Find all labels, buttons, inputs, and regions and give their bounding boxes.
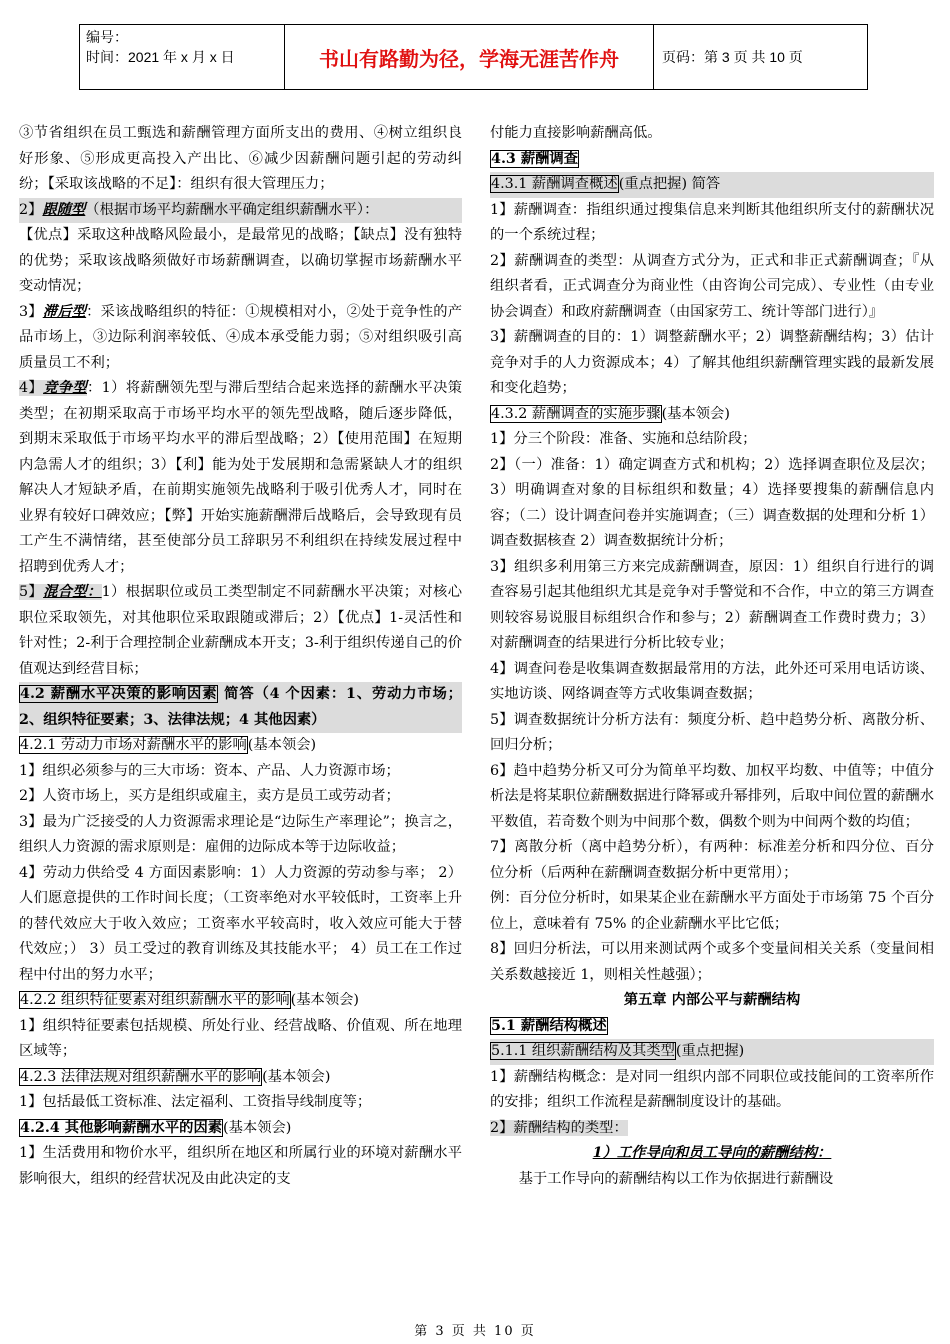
term: 混合型： <box>43 584 102 600</box>
left-column <box>19 121 462 1192</box>
term: 滞后型 <box>42 303 87 320</box>
paragraph: 1】组织必须参与的三大市场：资本、产品、人力资源市场； <box>19 762 400 779</box>
subsection-heading <box>19 988 462 1014</box>
header-motto: 书山有路勤为径，学海无涯苦作舟 <box>285 25 654 89</box>
subsection-title: 4.2.2 组织特征要素对组织薪酬水平的影响 <box>20 992 290 1008</box>
paragraph: 【优点】采取这种战略风险最小，是最常见的战略；【缺点】没有独特的优势；采取该战略须做好市场薪酬调查，以确切掌握市场薪酬水平变动情况； <box>19 227 462 294</box>
subsection-heading <box>490 172 934 198</box>
paragraph: 1】生活费用和物价水平，组织所在地区和所属行业的环境对薪酬水平影响很大，组织的经营状况及由此决定的支 <box>19 1145 462 1187</box>
paragraph: 基于工作导向的薪酬结构以工作为依据进行薪酬设 <box>518 1170 834 1187</box>
subsection-tag: (基本领会) <box>247 737 317 753</box>
text: ：采该战略组织的特征：①规模相对小，②处于竞争性的产品市场上，③边际利润率较低、④成本承受能力弱；⑤对组织吸引高质量员工不利； <box>19 303 462 371</box>
section-heading <box>19 682 462 733</box>
chapter-heading: 第五章 内部公平与薪酬结构 <box>623 992 801 1008</box>
item-number: 3】 <box>19 303 43 320</box>
paragraph: 4】劳动力供给受 4 方面因素影响：1）人力资源的劳动参与率； 2）人们愿意提供的工作时间长度；（工资率绝对水平较低时，工资率上升的替代效应大于收入效应；工资率水平较高时，收入效应可能大于替代效应；） 3）员工受过的教育训练及其技能水平； 4）员工在工作过程中付出的努力水平； <box>19 864 462 983</box>
paragraph: 1】组织特征要素包括规模、所处行业、经营战略、价值观、所在地理区域等； <box>19 1017 462 1059</box>
subsection-heading <box>19 733 462 759</box>
paragraph: 2】人资市场上，买方是组织或雇主，卖方是员工或劳动者； <box>19 788 400 804</box>
document-date: 时间：2021 年 x 月 x 日 <box>86 49 235 65</box>
item-number: 5】 <box>19 584 44 600</box>
section-heading <box>490 147 934 173</box>
text: ：1）将薪酬领先型与滞后型结合起来选择的薪酬水平决策类型；在初期采取高于市场平均水平的领先型战略，随后逐步降低，到期末采取低于市场平均水平的滞后型战略；2）【使用范围】在短期内急需人才的组织；3）【利】能为处于发展期和急需紧缺人才的组织解决人才短缺矛盾，在前期实施领先战略利于吸引优秀人才，同时在业界有较好口碑效应；【弊】开始实施薪酬滞后战略后，会导致现有员工产生不满情绪，甚至使部分员工辞职另不利组织在持续发展过程中招聘到优秀人才； <box>19 380 463 575</box>
paragraph <box>19 198 462 224</box>
paragraph: 4】调查问卷是收集调查数据最常用的方法，此外还可采用电话访谈、实地访谈、网络调查等方式收集调查数据； <box>490 660 934 702</box>
paragraph: 付能力直接影响薪酬高低。 <box>490 125 662 141</box>
subsection-heading <box>490 402 934 428</box>
paragraph: 例：百分位分析时，如果某企业在薪酬水平方面处于市场第 75 个百分位上，意味着有 75% 的企业薪酬水平比它低； <box>490 890 934 932</box>
paragraph: 1】包括最低工资标准、法定福利、工资指导线制度等； <box>19 1094 372 1110</box>
paragraph <box>490 1116 934 1142</box>
paragraph: 1】薪酬调查：指组织通过搜集信息来判断其他组织所支付的薪酬状况的一个系统过程； <box>490 201 934 243</box>
subsection-tag: (重点把握) 简答 <box>618 176 721 192</box>
header-page-number: 页码：第 3 页 共 10 页 <box>662 49 803 65</box>
paragraph: 3】薪酬调查的目的：1）调整薪酬水平；2）调整薪酬结构；3）估计竞争对手的人力资源成本；4）了解其他组织薪酬管理实践的最新发展和变化趋势； <box>490 329 934 396</box>
subsection-heading <box>19 1116 462 1142</box>
paragraph: ③节省组织在员工甄选和薪酬管理方面所支出的费用、④树立组织良好形象、⑤形成更高投入产出比、⑥减少因薪酬问题引起的劳动纠纷；【采取该战略的不足】：组织有很大管理压力； <box>19 125 462 192</box>
section-title: 5.1 薪酬结构概述 <box>491 1017 607 1034</box>
subsection-tag: (基本领会) <box>290 992 360 1008</box>
subsection-tag: (基本领会) <box>262 1068 331 1085</box>
subsection-title: 4.2.3 法律法规对组织薪酬水平的影响 <box>20 1068 262 1085</box>
section-title: 4.3 薪酬调查 <box>491 150 579 167</box>
page-header <box>79 24 868 90</box>
section-note: 简答（4 个因素：1、劳动力市场；2、组织特征要素；3、法律法规；4 其他因素） <box>19 686 462 728</box>
section-heading <box>490 1014 934 1040</box>
paragraph: 6】趋中趋势分析又可分为简单平均数、加权平均数、中值等；中值分析法是将某职位薪酬数据进行降幂或升幂排列，后取中间位置的薪酬水平数值，若奇数个则为中间那个数，偶数个则为中间两个数的均值； <box>490 762 934 830</box>
right-column <box>490 121 934 1192</box>
text: 2】薪酬结构的类型： <box>490 1119 628 1136</box>
subsection-title: 4.3.2 薪酬调查的实施步骤 <box>491 405 661 422</box>
text: 1）根据职位或员工类型制定不同薪酬水平决策；对核心职位采取领先，对其他职位采取跟随或滞后；2）【优点】1-灵活性和针对性；2-利于合理控制企业薪酬成本开支；3-利于组织传递自己的价值观达到经营目标； <box>19 584 462 677</box>
paragraph <box>19 580 462 682</box>
subsection-title: 4.3.1 薪酬调查概述 <box>491 176 618 192</box>
paragraph: 2】薪酬调查的类型：从调查方式分为，正式和非正式薪酬调查；『从组织者看，正式调查分为商业性（由咨询公司完成）、专业性（由专业协会调查）和政府薪酬调查（由国家劳工、统计等部门进行）』 <box>490 252 934 320</box>
page-footer: 第 3 页 共 10 页 <box>414 1324 536 1339</box>
subsection-title: 4.2.4 其他影响薪酬水平的因素 <box>20 1119 223 1136</box>
term: 竞争型 <box>43 380 87 396</box>
subsection-title: 5.1.1 组织薪酬结构及其类型 <box>491 1043 675 1059</box>
item-number: 2】 <box>19 201 43 218</box>
paragraph: 1】分三个阶段：准备、实施和总结阶段； <box>490 431 757 447</box>
subsection-heading <box>19 1065 462 1091</box>
paragraph <box>19 300 462 377</box>
document-number: 编号： <box>86 29 128 45</box>
paragraph: 3】组织多利用第三方来完成薪酬调查，原因：1）组织自行进行的调查容易引起其他组织尤其是竞争对手警觉和不合作，中立的第三方调查则较容易说服目标组织合作和参与；2）薪酬调查工作费时费力；3）对薪酬调查的结果进行分析比较专业； <box>490 558 934 651</box>
paragraph: 8】回归分析法，可以用来测试两个或多个变量间相关关系（变量间相关系数越接近 1，则相关性越强）； <box>490 941 934 983</box>
paragraph: 5】调查数据统计分析方法有：频度分析、趋中趋势分析、离散分析、回归分析； <box>490 711 934 753</box>
subsection-tag: (基本领会) <box>223 1119 292 1136</box>
header-meta <box>80 25 285 89</box>
paragraph: 1】薪酬结构概念：是对同一组织内部不同职位或技能间的工资率所作的安排；组织工作流程是薪酬制度设计的基础。 <box>490 1068 934 1110</box>
text: （根据市场平均薪酬水平确定组织薪酬水平）： <box>85 201 379 218</box>
subsection-heading <box>490 1039 934 1065</box>
paragraph <box>19 376 462 580</box>
paragraph: 7】离散分析（离中趋势分析），有两种：标准差分析和四分位、百分位分析（后两种在薪酬调查数据分析中更常用）； <box>490 839 934 881</box>
subsection-title: 4.2.1 劳动力市场对薪酬水平的影响 <box>20 737 247 753</box>
sub-heading: 1）工作导向和员工导向的薪酬结构： <box>592 1145 832 1161</box>
subsection-tag: (重点把握) <box>675 1043 745 1059</box>
item-number: 4】 <box>19 380 44 396</box>
subsection-tag: (基本领会) <box>661 405 730 422</box>
term: 跟随型 <box>42 201 86 218</box>
paragraph: 3】最为广泛接受的人力资源需求理论是“边际生产率理论”；换言之，组织人力资源的需求原则是：雇佣的边际成本等于边际收益； <box>19 813 462 855</box>
section-title: 4.2 薪酬水平决策的影响因素 <box>20 686 218 702</box>
paragraph: 2】（一）准备：1）确定调查方式和机构；2）选择调查职位及层次；3）明确调查对象的目标组织和数量；4）选择要搜集的薪酬信息内容；（二）设计调查问卷并实施调查；（三）调查数据的处理和分析 1）调查数据核查 2）调查数据统计分析； <box>490 456 934 549</box>
